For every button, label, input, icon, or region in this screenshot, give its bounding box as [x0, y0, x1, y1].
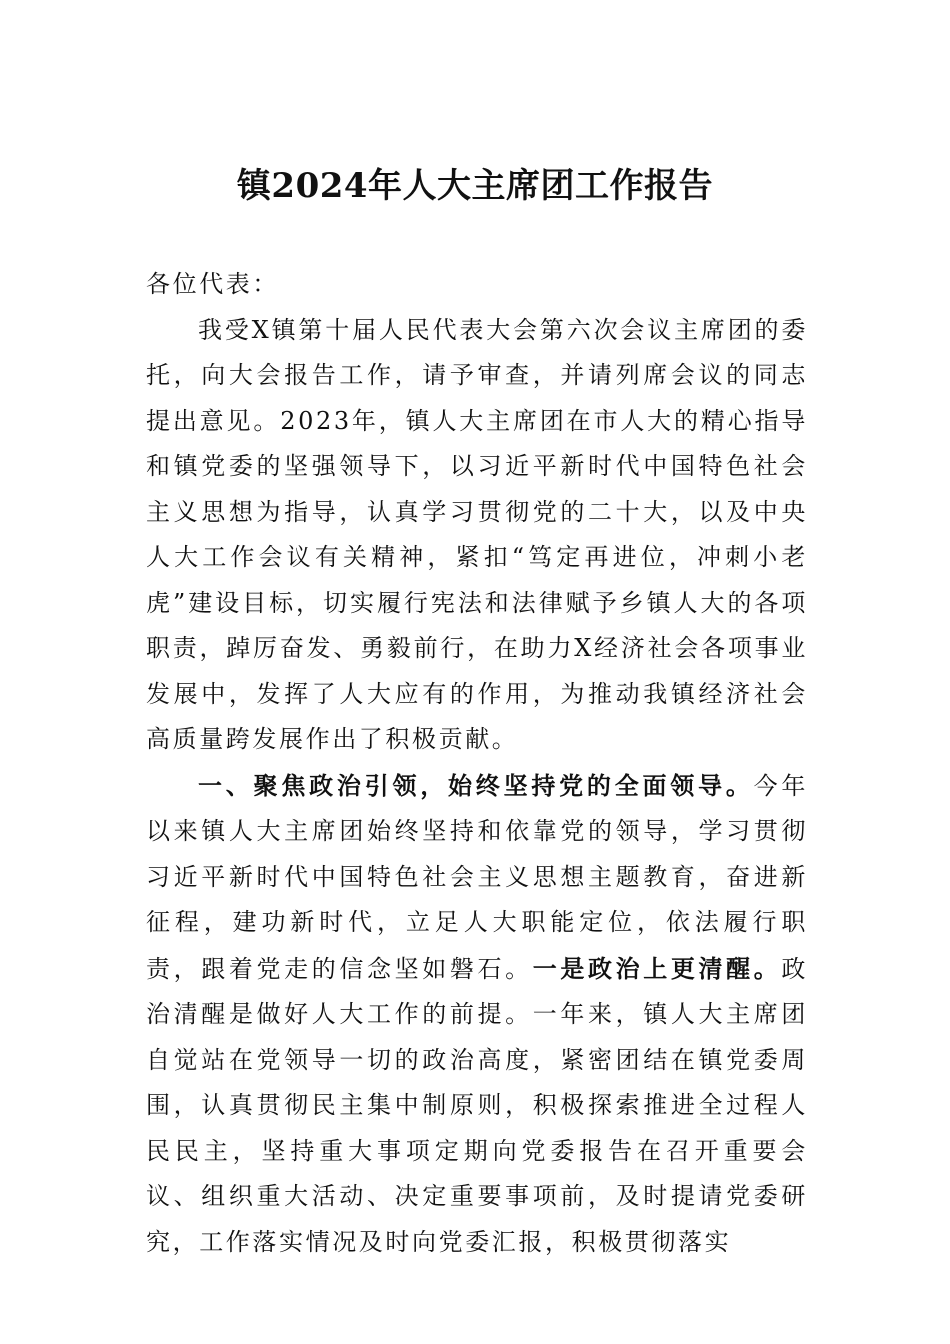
section-1-heading: 一、聚焦政治引领，始终坚持党的全面领导。: [198, 770, 754, 800]
salutation: 各位代表：: [146, 270, 279, 298]
paragraph-intro: 我受X镇第十届人民代表大会第六次会议主席团的委托，向大会报告工作，请予审查，并请列席会议的同志提出意见。2023年，镇人大主席团在市人大的精心指导和镇党委的坚强领导下，以习近平新时代中国特色社会主义思想为指导，认真学习贯彻党的二十大，以及中央人大工作会议有关精神，紧扣“笃定再进位，冲刺小老虎”建设目标，切实履行宪法和法律赋予乡镇人大的各项职责，踔厉奋发、勇毅前行，在助力X经济社会各项事业发展中，发挥了人大应有的作用，为推动我镇经济社会高质量跨发展作出了积极贡献。: [146, 315, 808, 753]
section-1-subheading: 一是政治上更清醒。: [532, 953, 782, 983]
section-1-text-a: 今年以来镇人大主席团始终坚持和依靠党的领导，学习贯彻习近平新时代中国特色社会主义思想主题教育，奋进新征程，建功新时代，立足人大职能定位，依法履行职责，跟着党走的信念坚如磐石。: [146, 771, 809, 983]
document-body: [146, 262, 808, 1265]
section-1-text-b: 政治清醒是做好人大工作的前提。一年来，镇人大主席团自觉站在党领导一切的政治高度，紧密团结在镇党委周围，认真贯彻民主集中制原则，积极探索推进全过程人民民主，坚持重大事项定期向党委报告在召开重要会议、组织重大活动、决定重要事项前，及时提请党委研究，工作落实情况及时向党委汇报，积极贯彻落实: [146, 954, 809, 1256]
paragraph-section-1: [146, 763, 808, 1266]
document-title: 镇2024年人大主席团工作报告: [236, 166, 714, 206]
